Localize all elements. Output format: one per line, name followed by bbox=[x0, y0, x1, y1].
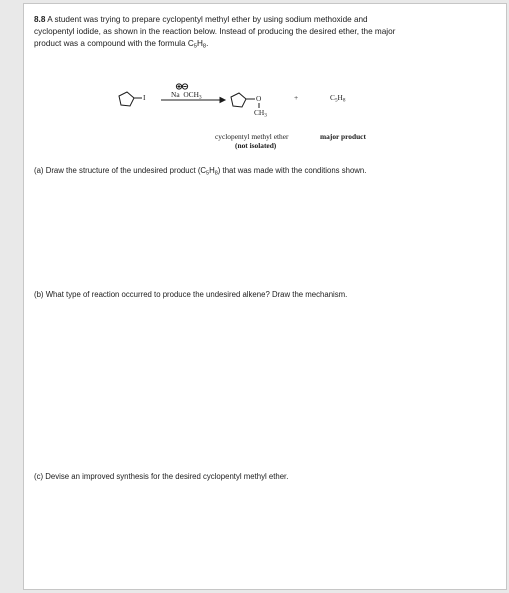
question-a: (a) Draw the structure of the undesired product $(C_5H_8)$ that was made with the conditions shown. bbox=[34, 166, 367, 177]
intro-line-3: product was a compound with the formula $C_5H_8$. bbox=[34, 39, 209, 50]
question-c: (c) Devise an improved synthesis for the desired cyclopentyl methyl ether. bbox=[34, 472, 289, 481]
major-product-label: major product bbox=[320, 132, 366, 141]
oxygen-label: O bbox=[256, 94, 262, 103]
problem-number: 8.8 bbox=[34, 15, 46, 24]
product-not-isolated-label: (not isolated) bbox=[235, 141, 277, 150]
cyclopentane-ring-reactant bbox=[119, 92, 134, 106]
reaction-drawing bbox=[24, 74, 508, 164]
reaction-scheme bbox=[24, 74, 508, 164]
product-name-label: cyclopentyl methyl ether bbox=[215, 132, 289, 141]
reaction-arrowhead bbox=[220, 98, 225, 103]
iodine-label: I bbox=[143, 93, 146, 102]
c5h8-formula: $C_5H_8$ bbox=[330, 93, 346, 104]
question-b: (b) What type of reaction occurred to produce the undesired alkene? Draw the mechanism. bbox=[34, 290, 348, 299]
intro-line-1: A student was trying to prepare cyclopentyl methyl ether by using sodium methoxide and bbox=[47, 15, 368, 24]
methyl-label: $CH_3$ bbox=[254, 108, 267, 119]
problem-intro bbox=[34, 14, 484, 51]
intro-line-2: cyclopentyl iodide, as shown in the reaction below. Instead of producing the desired ether, the major bbox=[34, 27, 396, 37]
sodium-methoxide-label: Na $OCH_3$ bbox=[171, 90, 202, 101]
document-page bbox=[23, 3, 507, 590]
cyclopentane-ring-product bbox=[231, 93, 246, 107]
plus-sign: + bbox=[294, 93, 299, 102]
